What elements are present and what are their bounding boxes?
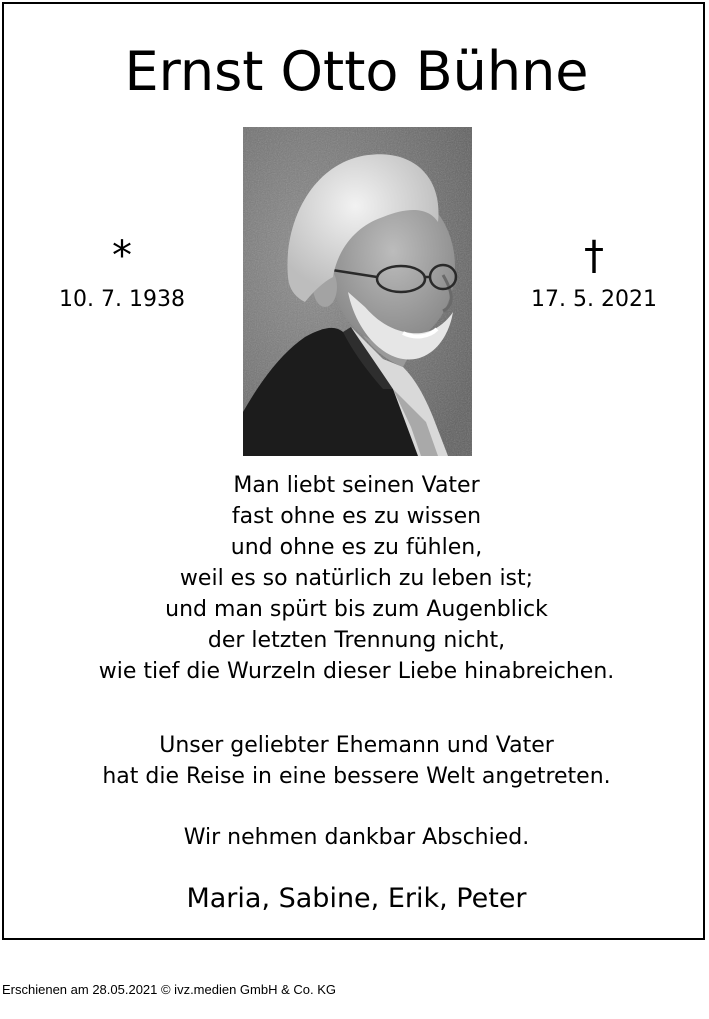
publication-footer: Erschienen am 28.05.2021 © ivz.medien GmbH & Co. KG [2, 982, 337, 997]
poem-line: Man liebt seinen Vater [233, 473, 480, 498]
birth-date: 10. 7. 1938 [59, 287, 185, 312]
poem-line: fast ohne es zu wissen [231, 504, 482, 529]
farewell-line: Wir nehmen dankbar Abschied. [183, 825, 530, 850]
poem-line: der letzten Trennung nicht, [207, 628, 506, 653]
signers: Maria, Sabine, Erik, Peter [186, 883, 527, 914]
deceased-name: Ernst Otto Bühne [124, 40, 589, 103]
announcement-line: hat die Reise in eine bessere Welt angetreten. [102, 764, 611, 789]
poem-line: weil es so natürlich zu leben ist; [179, 566, 534, 591]
announcement [4, 730, 709, 792]
poem [4, 470, 709, 687]
poem-line: und ohne es zu fühlen, [230, 535, 483, 560]
portrait-illustration [243, 127, 472, 456]
poem-line: wie tief die Wurzeln dieser Liebe hinabreichen. [98, 659, 615, 684]
obituary-frame [2, 2, 705, 940]
death-cross-symbol: † [584, 233, 604, 279]
birth-star-symbol: * [112, 233, 132, 279]
death-date: 17. 5. 2021 [531, 287, 657, 312]
announcement-line: Unser geliebter Ehemann und Vater [159, 733, 554, 758]
poem-line: und man spürt bis zum Augenblick [165, 597, 548, 622]
birth-block [32, 232, 212, 314]
portrait-photo [243, 127, 472, 456]
death-block [504, 232, 684, 314]
